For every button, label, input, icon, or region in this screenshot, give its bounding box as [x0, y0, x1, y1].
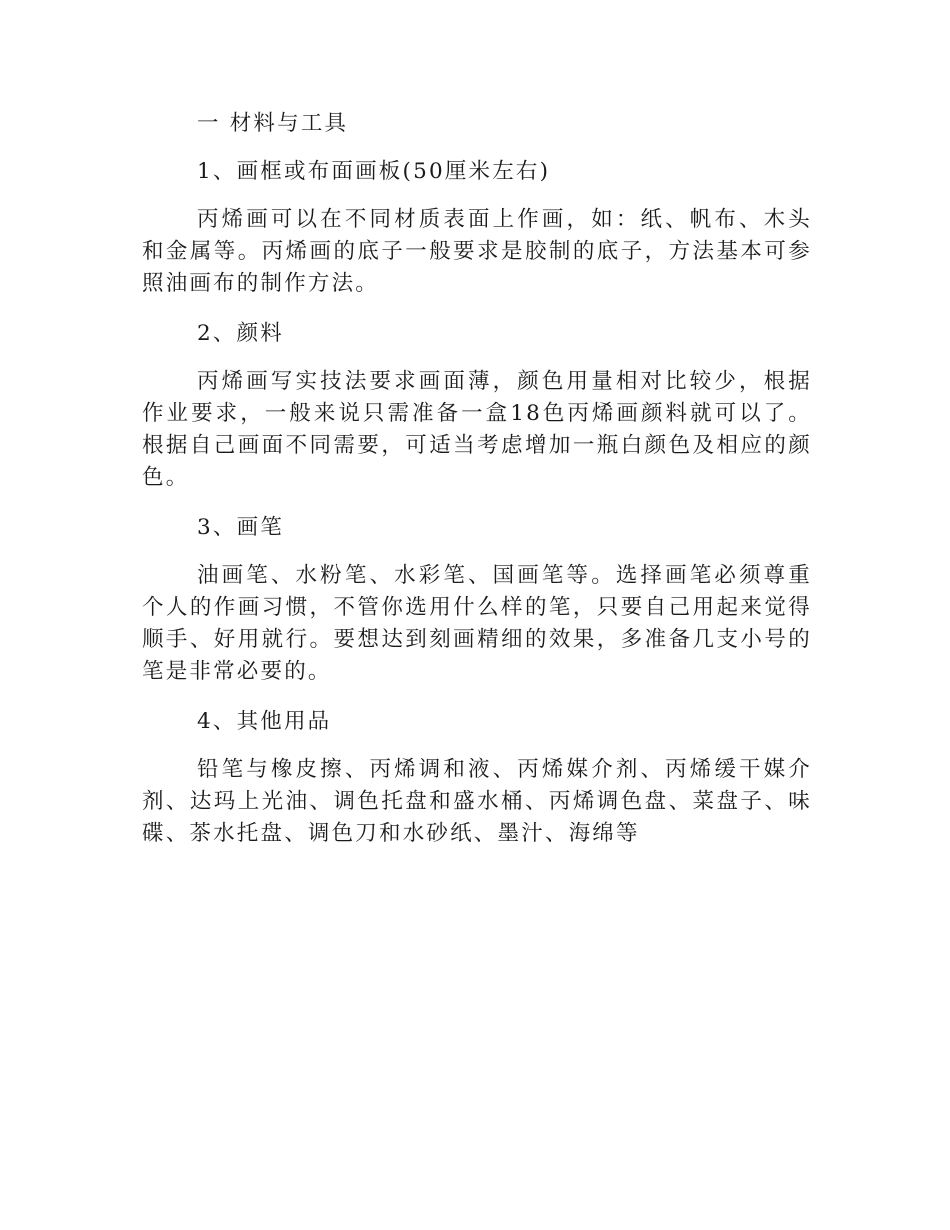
item-heading-4: 4、其他用品	[197, 709, 332, 734]
item-paragraph-2: 丙烯画写实技法要求画面薄，颜色用量相对比较少，根据作业要求，一般来说只需准备一盒18色丙烯画颜料就可以了。根据自己画面不同需要，可适当考虑增加一瓶白颜色及相应的颜色。	[142, 369, 812, 490]
document-body	[142, 108, 812, 868]
item-paragraph-4: 铅笔与橡皮擦、丙烯调和液、丙烯媒介剂、丙烯缓干媒介剂、达玛上光油、调色托盘和盛水桶、丙烯调色盘、菜盘子、味碟、茶水托盘、调色刀和水砂纸、墨汁、海绵等	[142, 757, 812, 846]
item-heading-3: 3、画笔	[197, 515, 284, 540]
item-paragraph-1: 丙烯画可以在不同材质表面上作画，如：纸、帆布、木头和金属等。丙烯画的底子一般要求是胶制的底子，方法基本可参照油画布的制作方法。	[142, 207, 812, 296]
item-heading-1: 1、画框或布面画板(50厘米左右)	[197, 159, 551, 184]
section-title: 一 材料与工具	[197, 111, 349, 136]
item-paragraph-3: 油画笔、水粉笔、水彩笔、国画笔等。选择画笔必须尊重个人的作画习惯，不管你选用什么样的笔，只要自己用起来觉得顺手、好用就行。要想达到刻画精细的效果，多准备几支小号的笔是非常必要的。	[142, 563, 812, 684]
item-heading-2: 2、颜料	[197, 321, 284, 346]
